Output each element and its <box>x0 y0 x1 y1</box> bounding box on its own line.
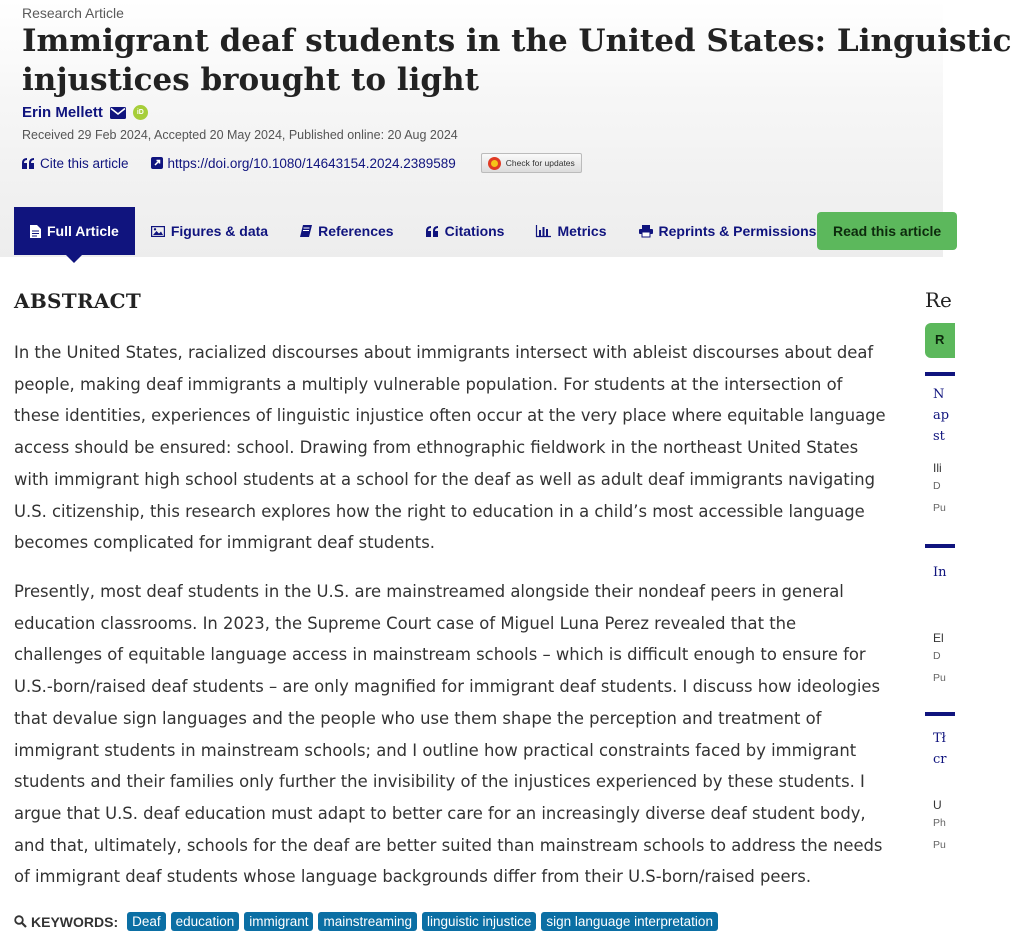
sidebar-green-button[interactable]: R <box>925 323 955 358</box>
card-author: U <box>933 798 942 812</box>
keyword-tag[interactable]: mainstreaming <box>318 912 417 931</box>
abstract-line: with immigrant high school students at a school for the deaf as well as adult deaf immigrants navigating <box>14 469 876 489</box>
cite-article-label: Cite this article <box>40 155 129 171</box>
card-title-line: N <box>933 387 945 402</box>
mail-icon[interactable] <box>110 107 126 119</box>
printer-icon <box>639 225 653 237</box>
card-title-line: In <box>933 565 947 580</box>
card-meta: D <box>933 480 941 492</box>
crossmark-icon <box>488 157 501 170</box>
check-for-updates-button[interactable] <box>481 153 582 173</box>
tab-label: Figures & data <box>170 223 269 239</box>
abstract-line: challenges of equitable language access in mainstream schools – which is difficult enough to ensure for <box>14 645 866 665</box>
keyword-tag[interactable]: Deaf <box>127 912 166 931</box>
document-icon <box>30 225 41 238</box>
doi-label: https://doi.org/10.1080/14643154.2024.2389589 <box>167 155 456 171</box>
abstract-line: access should be ensured: school. Drawing from ethnographic fieldwork in the northeast United States <box>14 438 859 458</box>
abstract-line: In the United States, racialized discourses about immigrants intersect with ableist discourses about deaf <box>14 343 874 362</box>
card-meta: D <box>933 650 941 662</box>
card-author: El <box>933 631 944 645</box>
abstract-line: students and their families only further the invisibility of the injustices experienced by these students. I <box>14 772 865 792</box>
keyword-tag[interactable]: immigrant <box>244 912 313 931</box>
abstract-line: these identities, experiences of linguistic injustice often occur at the very place where equitable language <box>14 406 886 426</box>
abstract-paragraph-1 <box>14 337 904 559</box>
card-meta: Ph <box>933 817 946 829</box>
book-icon <box>300 225 312 237</box>
article-type: Research Article <box>22 5 124 21</box>
keyword-tag[interactable]: linguistic injustice <box>422 912 536 931</box>
tab-references[interactable] <box>284 207 410 255</box>
abstract-line: immigrant students in mainstream schools; and I outline how practical constraints faced by immigrant <box>14 740 857 760</box>
quote-icon <box>22 158 35 169</box>
tab-label: References <box>318 223 394 239</box>
quote-icon <box>426 226 439 237</box>
abstract-line: education classrooms. In 2023, the Supreme Court case of Miguel Luna Perez revealed that the <box>14 613 797 633</box>
article-title-line-1: Immigrant deaf students in the United States: Linguistic <box>22 23 1011 59</box>
article-title <box>22 22 1011 100</box>
orcid-icon[interactable]: iD <box>133 105 148 120</box>
card-title-line: cr <box>933 752 947 767</box>
bar-chart-icon <box>536 225 551 237</box>
abstract-heading: ABSTRACT <box>14 289 142 313</box>
abstract-line: people, making deaf immigrants a multiply vulnerable population. For students at the intersection of <box>14 374 843 394</box>
tab-label: Metrics <box>557 223 607 239</box>
read-this-article-button[interactable]: Read this article <box>817 212 957 250</box>
image-icon <box>151 226 165 237</box>
related-article-card[interactable] <box>925 712 955 872</box>
abstract-line: U.S. citizenship, this research explores how the right to education in a child’s most accessible language <box>14 501 865 521</box>
keywords-label <box>14 914 118 930</box>
card-author: Ili <box>933 461 942 475</box>
publication-dates: Received 29 Feb 2024, Accepted 20 May 2024, Published online: 20 Aug 2024 <box>22 128 458 142</box>
abstract-line: U.S.-born/raised deaf students – are only magnified for immigrant deaf students. I discuss how ideologies <box>14 677 881 697</box>
cite-article-link[interactable] <box>22 156 129 171</box>
tab-figures-data[interactable] <box>135 207 284 255</box>
tab-full-article[interactable] <box>14 207 135 255</box>
card-meta: Pu <box>933 502 946 514</box>
tab-label: Full Article <box>47 223 119 239</box>
check-for-updates-label: Check for updates <box>505 158 575 168</box>
abstract-line: becomes complicated for immigrant deaf students. <box>14 533 435 553</box>
article-tabs <box>14 207 832 255</box>
abstract-line: Presently, most deaf students in the U.S. are mainstreamed alongside their nondeaf peers in general <box>14 582 844 601</box>
doi-link[interactable] <box>151 156 456 171</box>
related-article-card[interactable] <box>925 544 955 694</box>
tab-metrics[interactable] <box>520 207 622 255</box>
keywords-row <box>14 912 718 931</box>
external-link-icon <box>151 157 163 169</box>
tab-label: Citations <box>444 223 505 239</box>
card-meta: Pu <box>933 839 946 851</box>
article-links <box>22 153 582 173</box>
tab-citations[interactable] <box>410 207 521 255</box>
article-title-line-2: injustices brought to light <box>22 62 479 98</box>
author-row <box>22 104 148 121</box>
search-icon <box>14 915 27 928</box>
card-title-line: Tł <box>933 731 946 746</box>
keyword-tag[interactable]: education <box>171 912 240 931</box>
abstract-line: and that, ultimately, schools for the deaf are better suited than mainstream schools to address the needs <box>14 835 883 855</box>
abstract-line: of immigrant deaf students whose language backgrounds differ from their U.S-born/raised peers. <box>14 867 812 887</box>
card-title-line: ap <box>933 408 950 423</box>
related-article-card[interactable] <box>925 372 955 542</box>
author-link[interactable]: Erin Mellett <box>22 104 103 121</box>
keywords-label-text: KEYWORDS: <box>31 913 119 930</box>
tab-label: Reprints & Permissions <box>658 223 817 239</box>
abstract-line: argue that U.S. deaf education must adapt to better care for an increasingly diverse deaf student body, <box>14 803 866 823</box>
abstract-line: that devalue sign languages and the people who use them shape the perception and treatment of <box>14 708 822 728</box>
sidebar-heading: Re <box>925 288 952 312</box>
abstract-paragraph-2 <box>14 576 904 893</box>
card-meta: Pu <box>933 672 946 684</box>
card-title-line: st <box>933 429 945 444</box>
tab-reprints-permissions[interactable] <box>623 207 833 255</box>
keyword-tag[interactable]: sign language interpretation <box>541 912 718 931</box>
